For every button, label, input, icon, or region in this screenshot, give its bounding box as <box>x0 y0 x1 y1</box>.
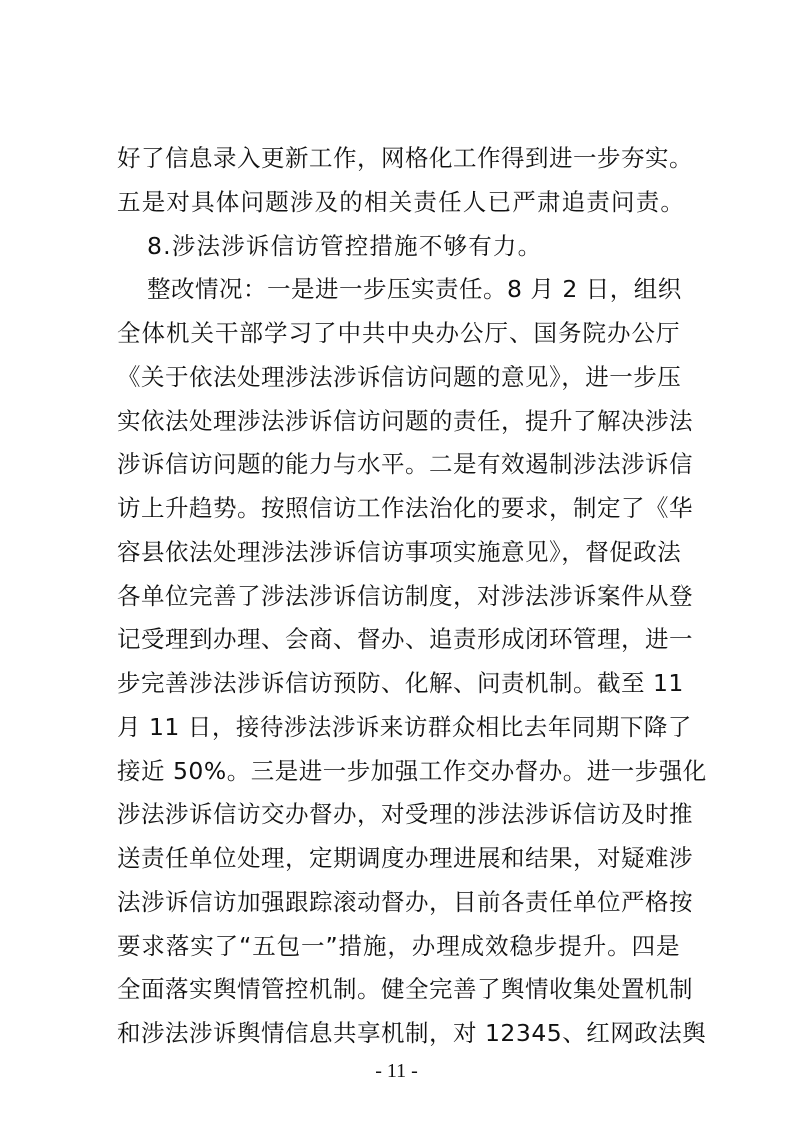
text-line: 各单位完善了涉法涉诉信访制度，对涉法涉诉案件从登 <box>117 581 693 610</box>
text-line: 实依法处理涉法涉诉信访问题的责任，提升了解决涉法 <box>117 406 693 435</box>
text-line: 五是对具体问题涉及的相关责任人已严肃追责问责。 <box>117 187 686 216</box>
text-line: 送责任单位处理，定期调度办理进展和结果，对疑难涉 <box>117 844 693 872</box>
text-line: 整改情况：一是进一步压实责任。8 月 2 日，组织 <box>147 275 682 304</box>
text-line: 容县依法处理涉法涉诉信访事项实施意见》，督促政法 <box>117 537 682 566</box>
text-line: 8.涉法涉诉信访管控措施不够有力。 <box>147 231 543 260</box>
text-line: 步完善涉法涉诉信访预防、化解、问责机制。截至 11 <box>117 669 684 697</box>
text-line: 涉诉信访问题的能力与水平。二是有效遏制涉法涉诉信 <box>117 450 693 479</box>
text-line: 《关于依法处理涉法涉诉信访问题的意见》，进一步压 <box>117 362 682 391</box>
text-line: 好了信息录入更新工作，网格化工作得到进一步夯实。 <box>117 144 693 172</box>
text-line: 法涉诉信访加强跟踪滚动督办，目前各责任单位严格按 <box>117 887 693 916</box>
text-line: 和涉法涉诉舆情信息共享机制，对 12345、红网政法舆 <box>117 1019 707 1047</box>
text-line: 记受理到办理、会商、督办、追责形成闭环管理，进一 <box>117 625 693 654</box>
text-line: 接近 50%。三是进一步加强工作交办督办。进一步强化 <box>117 756 707 785</box>
text-line: 全体机关干部学习了中共中央办公厅、国务院办公厅 <box>117 319 680 347</box>
page-number: - 11 - <box>375 1060 418 1082</box>
text-line: 要求落实了“五包一”措施，办理成效稳步提升。四是 <box>117 931 680 960</box>
text-line: 访上升趋势。按照信访工作法治化的要求，制定了《华 <box>117 494 693 522</box>
text-line: 月 11 日，接待涉法涉诉来访群众相比去年同期下降了 <box>117 712 692 741</box>
text-line: 涉法涉诉信访交办督办，对受理的涉法涉诉信访及时推 <box>117 800 693 829</box>
text-line: 全面落实舆情管控机制。健全完善了舆情收集处置机制 <box>117 975 693 1004</box>
